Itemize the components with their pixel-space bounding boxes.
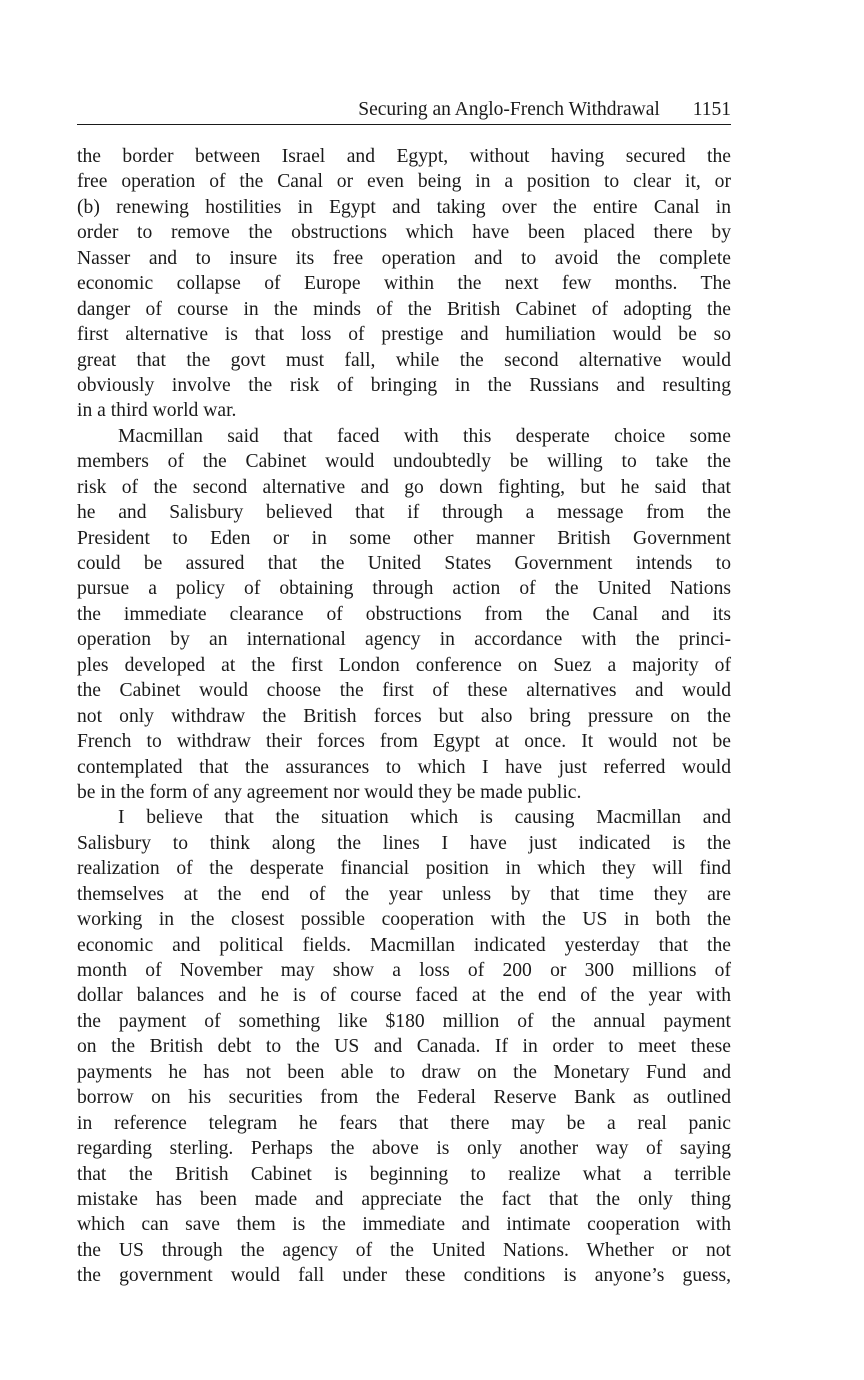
text-line: regarding sterling. Perhaps the above is only another way of saying bbox=[77, 1138, 731, 1160]
text-line: the border between Israel and Egypt, without having secured the bbox=[77, 146, 731, 167]
text-line: (b) renewing hostilities in Egypt and taking over the entire Canal in bbox=[77, 196, 731, 218]
text-line: dollar balances and he is of course faced at the end of the year with bbox=[77, 985, 731, 1007]
text-line: mistake has been made and appreciate the fact that the only thing bbox=[77, 1188, 731, 1210]
text-line: free operation of the Canal or even being in a position to clear it, or bbox=[77, 171, 731, 193]
running-head-title: Securing an Anglo-French Withdrawal bbox=[358, 99, 660, 120]
paragraph-1 bbox=[77, 144, 731, 424]
text-line: that the British Cabinet is beginning to realize what a terrible bbox=[77, 1163, 731, 1185]
text-line: the Cabinet would choose the first of these alternatives and would bbox=[77, 680, 731, 702]
text-line: be in the form of any agreement nor would they be made public. bbox=[77, 781, 582, 803]
text-line: borrow on his securities from the Federal Reserve Bank as outlined bbox=[77, 1087, 731, 1109]
text-line: ples developed at the first London conference on Suez a majority of bbox=[77, 654, 731, 676]
text-line: economic and political fields. Macmillan indicated yesterday that the bbox=[77, 934, 731, 956]
text-line: members of the Cabinet would undoubtedly be willing to take the bbox=[77, 451, 731, 473]
text-line: economic collapse of Europe within the next few months. The bbox=[77, 273, 731, 295]
text-line: Nasser and to insure its free operation and to avoid the complete bbox=[77, 247, 731, 269]
text-line: in reference telegram he fears that there may be a real panic bbox=[77, 1112, 731, 1134]
text-line: contemplated that the assurances to which I have just referred would bbox=[77, 756, 731, 778]
text-line: pursue a policy of obtaining through action of the United Nations bbox=[77, 578, 731, 600]
text-line: first alternative is that loss of prestige and humiliation would be so bbox=[77, 324, 731, 346]
document-page bbox=[77, 96, 731, 1289]
text-line: month of November may show a loss of 200 or 300 millions of bbox=[77, 960, 731, 981]
text-line: which can save them is the immediate and intimate cooperation with bbox=[77, 1214, 731, 1236]
text-line: I believe that the situation which is causing Macmillan and bbox=[118, 807, 731, 829]
text-line: not only withdraw the British forces but also bring pressure on the bbox=[77, 705, 731, 727]
text-line: President to Eden or in some other manner British Government bbox=[77, 527, 731, 549]
text-line: he and Salisbury believed that if through a message from the bbox=[77, 502, 731, 524]
text-line: working in the closest possible cooperation with the US in both the bbox=[77, 909, 731, 931]
text-line: French to withdraw their forces from Egypt at once. It would not be bbox=[77, 731, 731, 753]
text-line: great that the govt must fall, while the second alternative would bbox=[77, 349, 731, 371]
paragraph-2 bbox=[77, 424, 731, 806]
paragraph-3 bbox=[77, 805, 731, 1288]
text-line: the government would fall under these conditions is anyone’s guess, bbox=[77, 1265, 731, 1287]
body-text bbox=[77, 144, 731, 1289]
text-line: realization of the desperate financial position in which they will find bbox=[77, 858, 731, 880]
text-line: obviously involve the risk of bringing in the Russians and resulting bbox=[77, 374, 731, 396]
text-line: operation by an international agency in accordance with the princi- bbox=[77, 629, 731, 651]
text-line: could be assured that the United States Government intends to bbox=[77, 553, 731, 574]
text-line: payments he has not been able to draw on the Monetary Fund and bbox=[77, 1061, 731, 1083]
text-line: themselves at the end of the year unless by that time they are bbox=[77, 883, 731, 905]
text-line: the US through the agency of the United Nations. Whether or not bbox=[77, 1239, 731, 1261]
text-line: order to remove the obstructions which have been placed there by bbox=[77, 222, 731, 244]
text-line: the immediate clearance of obstructions from the Canal and its bbox=[77, 603, 731, 625]
text-line: in a third world war. bbox=[77, 400, 237, 422]
text-line: on the British debt to the US and Canada. If in order to meet these bbox=[77, 1036, 731, 1058]
page-number: 1151 bbox=[692, 99, 731, 120]
running-head bbox=[77, 96, 731, 125]
text-line: Macmillan said that faced with this desperate choice some bbox=[118, 425, 731, 447]
text-line: Salisbury to think along the lines I have just indicated is the bbox=[77, 832, 731, 854]
text-line: danger of course in the minds of the British Cabinet of adopting the bbox=[77, 298, 731, 320]
text-line: the payment of something like $180 million of the annual payment bbox=[77, 1010, 731, 1032]
text-line: risk of the second alternative and go down fighting, but he said that bbox=[77, 476, 731, 498]
